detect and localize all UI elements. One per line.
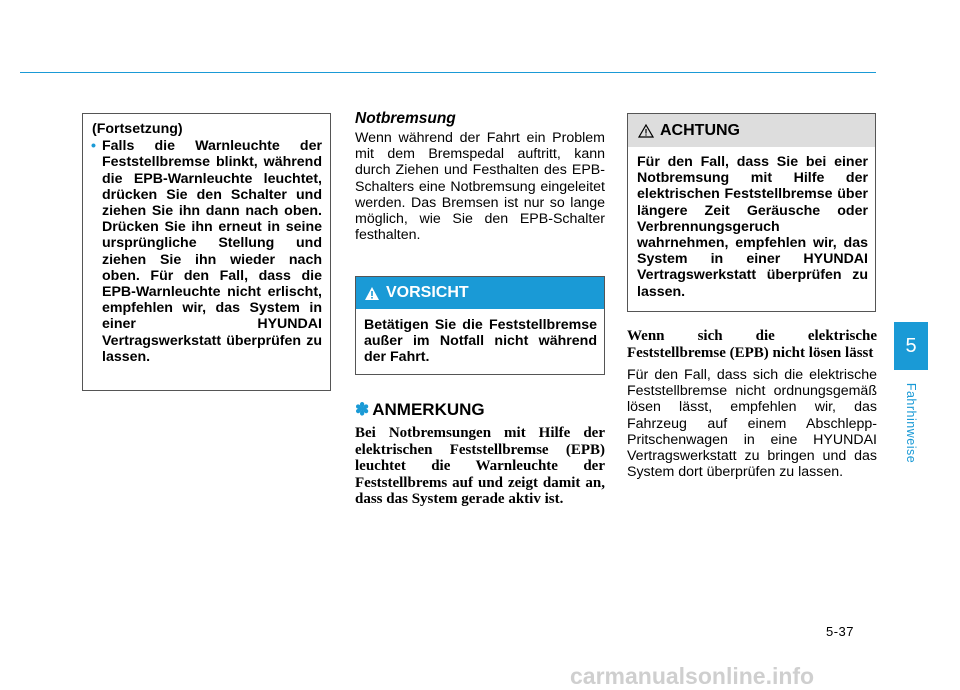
- vorsicht-header: [356, 277, 604, 309]
- warning-triangle-icon: [365, 287, 379, 300]
- epb-body: Für den Fall, dass sich die elektrische Feststellbremse nicht ordnungsgemäß lösen lässt, empfehlen wir, das Fahrzeug auf einem Abschlepp-Pritschenwagen in eine HYUNDAI Vertragswerkstatt zu bringen und das System dort überprüfen zu lassen.: [627, 367, 877, 481]
- anmerkung-body: Bei Notbremsungen mit Hilfe der elektrischen Feststellbremse (EPB) leuchtet die Warnleuchte der Feststellbrems auf und zeigt damit an, dass das System gerade aktiv ist.: [355, 425, 605, 507]
- vorsicht-box: [355, 276, 605, 375]
- page-number: 5-37: [826, 624, 855, 639]
- epb-heading: Wenn sich die elektrische Feststellbremse (EPB) nicht lösen lässt: [627, 328, 877, 361]
- chapter-tab: 5: [894, 322, 928, 370]
- header-rule: [20, 72, 876, 73]
- anmerkung-label: ANMERKUNG: [372, 400, 485, 419]
- anmerkung-heading: [355, 400, 605, 420]
- notbremsung-body: Wenn während der Fahrt ein Problem mit dem Bremspedal auftritt, kann durch Ziehen und Festhalten des EPB-Schalters eine Notbremsung eingeleitet werden. Das Bremsen ist nur so lange möglich, wie Sie den EPB-Schalter festhalten.: [355, 130, 605, 244]
- notbremsung-section: [355, 110, 605, 243]
- chapter-title-text: Fahrhinweise: [904, 382, 918, 464]
- achtung-box: [627, 113, 876, 312]
- vorsicht-label: VORSICHT: [386, 284, 469, 301]
- chapter-title: [903, 378, 919, 468]
- continuation-box: [82, 113, 331, 391]
- achtung-header: [628, 114, 875, 147]
- bullet-dot-icon: •: [91, 138, 96, 155]
- notbremsung-heading: Notbremsung: [355, 110, 456, 127]
- anmerkung-section: [355, 400, 605, 508]
- continuation-bullet: [92, 138, 322, 365]
- epb-section: [627, 328, 877, 480]
- warning-triangle-icon: [638, 124, 654, 138]
- achtung-label: ACHTUNG: [660, 121, 740, 139]
- achtung-body: Für den Fall, dass Sie bei einer Notbremsung mit Hilfe der elektrischen Feststellbremse über längere Zeit Geräusche oder Verbrennungsgeruch wahrnehmen, empfehlen wir, das System in einer HYUNDAI Vertragswerkstatt überprüfen zu lassen.: [637, 154, 868, 300]
- note-star-icon: ✽: [355, 400, 370, 419]
- continuation-bullet-text: Falls die Warnleuchte der Feststellbremse blinkt, während die EPB-Warnleuchte leuchtet, drücken Sie den Schalter und ziehen Sie ihn dann nach oben. Drücken Sie ihn erneut in seine ursprüngliche Stellung und ziehen Sie ihn wieder nach oben. Für den Fall, dass die EPB-Warnleuchte nicht erlischt, empfehlen wir, das System in einer HYUNDAI Vertragswerkstatt überprüfen zu lassen.: [102, 138, 322, 365]
- continuation-heading: (Fortsetzung): [92, 121, 183, 137]
- vorsicht-body: Betätigen Sie die Feststellbremse außer im Notfall nicht während der Fahrt.: [364, 317, 597, 366]
- watermark: carmanualsonline.info: [570, 663, 815, 689]
